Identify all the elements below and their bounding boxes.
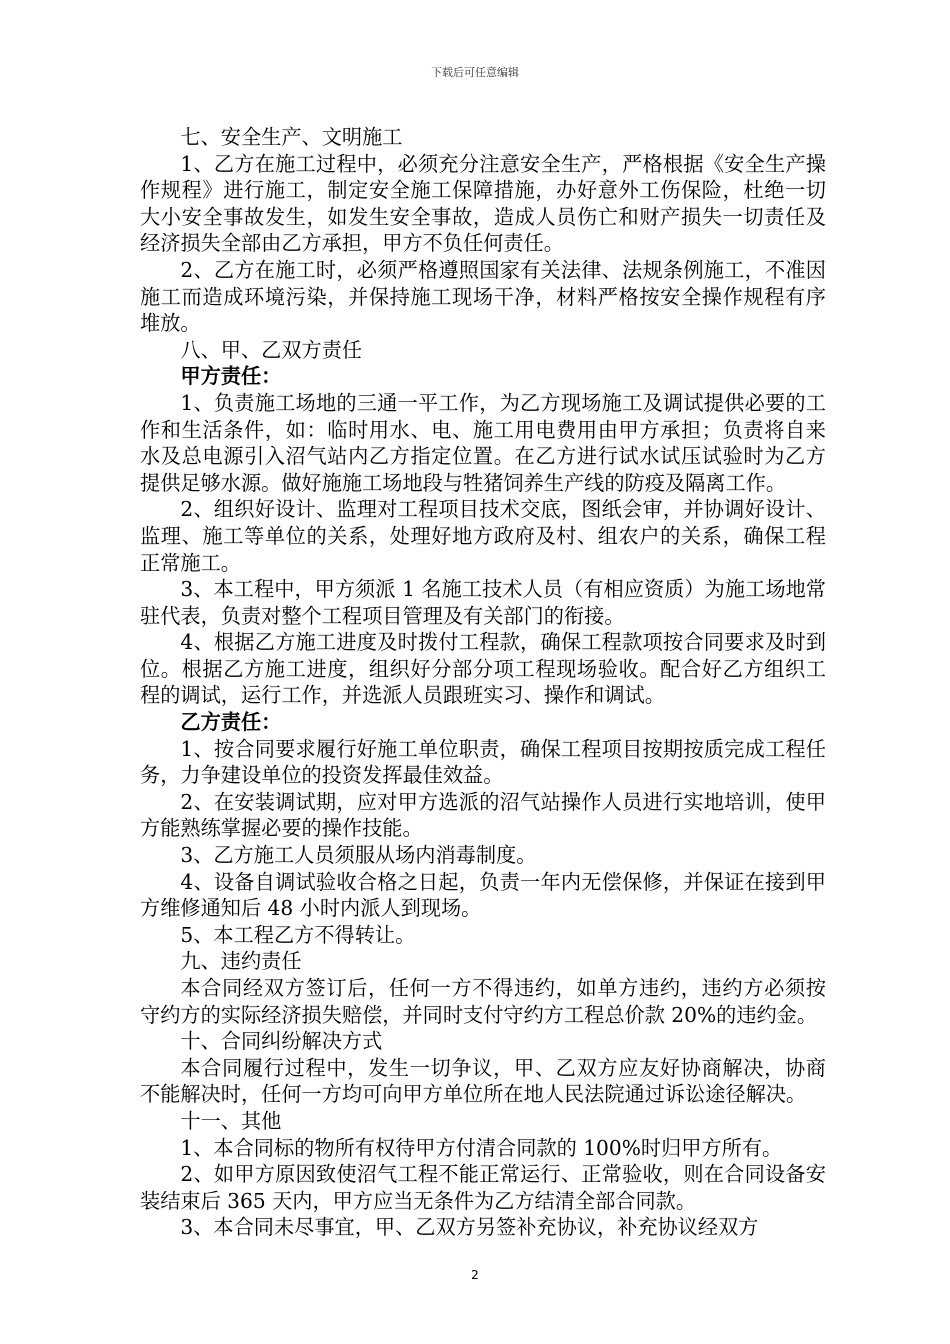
page-number: 2 bbox=[471, 1268, 479, 1282]
section-heading-10: 十、合同纠纷解决方式 bbox=[180, 1029, 383, 1054]
paragraph-other-1: 1、本合同标的物所有权待甲方付清合同款的 100%时归甲方所有。 bbox=[180, 1135, 783, 1160]
paragraph-party-a-3: 3、本工程中，甲方须派 1 名施工技术人员（有相应资质）为施工场地常驻代表，负责对整个工程项目管理及有关部门的衔接。 bbox=[140, 577, 826, 628]
paragraph-other-2: 2、如甲方原因致使沼气工程不能正常运行、正常验收，则在合同设备安装结束后 365 天内，甲方应当无条件为乙方结清全部合同款。 bbox=[140, 1162, 826, 1213]
party-a-heading: 甲方责任： bbox=[180, 364, 282, 389]
paragraph-party-a-2: 2、组织好设计、监理对工程项目技术交底，图纸会审，并协调好设计、监理、施工等单位的关系，处理好地方政府及村、组农户的关系，确保工程正常施工。 bbox=[140, 497, 826, 575]
paragraph-other-3: 3、本合同未尽事宜，甲、乙双方另签补充协议，补充协议经双方 bbox=[180, 1215, 759, 1240]
paragraph-breach: 本合同经双方签订后，任何一方不得违约，如单方违约，违约方必须按守约方的实际经济损失赔偿，并同时支付守约方工程总价款 20%的违约金。 bbox=[140, 976, 826, 1027]
party-b-heading: 乙方责任： bbox=[180, 710, 282, 735]
paragraph-party-b-3: 3、乙方施工人员须服从场内消毒制度。 bbox=[180, 843, 537, 868]
paragraph-safety-2: 2、乙方在施工时，必须严格遵照国家有关法律、法规条例施工，不准因施工而造成环境污染，并保持施工现场干净，材料严格按安全操作规程有序堆放。 bbox=[140, 257, 826, 336]
section-heading-11: 十一、其他 bbox=[180, 1108, 282, 1133]
paragraph-party-b-4: 4、设备自调试验收合格之日起，负责一年内无偿保修，并保证在接到甲方维修通知后 48 小时内派人到现场。 bbox=[140, 869, 826, 921]
paragraph-dispute: 本合同履行过程中，发生一切争议，甲、乙双方应友好协商解决，协商不能解决时，任何一方均可向甲方单位所在地人民法院通过诉讼途径解决。 bbox=[140, 1055, 826, 1107]
section-heading-7: 七、安全生产、文明施工 bbox=[180, 125, 403, 149]
paragraph-party-b-2: 2、在安装调试期，应对甲方选派的沼气站操作人员进行实地培训，使甲方能熟练掌握必要的操作技能。 bbox=[140, 789, 826, 841]
paragraph-party-a-4: 4、根据乙方施工进度及时拨付工程款，确保工程款项按合同要求及时到位。根据乙方施工进度，组织好分部分项工程现场验收。配合好乙方组织工程的调试，运行工作，并选派人员跟班实习、操作和调试。 bbox=[140, 630, 826, 708]
paragraph-safety-1: 1、乙方在施工过程中，必须充分注意安全生产，严格根据《安全生产操作规程》进行施工，制定安全施工保障措施，办好意外工伤保险，杜绝一切大小安全事故发生，如发生安全事故，造成人员伤亡和财产损失一切责任及经济损失全部由乙方承担，甲方不负任何责任。 bbox=[140, 151, 826, 256]
paragraph-party-b-5: 5、本工程乙方不得转让。 bbox=[180, 922, 416, 947]
paragraph-party-b-1: 1、按合同要求履行好施工单位职责，确保工程项目按期按质完成工程任务，力争建设单位的投资发挥最佳效益。 bbox=[140, 736, 826, 788]
section-heading-8: 八、甲、乙双方责任 bbox=[180, 337, 363, 362]
document-body bbox=[140, 124, 826, 1241]
paragraph-party-a-1: 1、负责施工场地的三通一平工作，为乙方现场施工及调试提供必要的工作和生活条件，如：临时用水、电、施工用电费用由甲方承担；负责将自来水及总电源引入沼气站内乙方指定位置。在乙方进行试水试压试验时为乙方提供足够水源。做好施施工场地段与牲猪饲养生产线的防疫及隔离工作。 bbox=[140, 390, 826, 495]
page-header: 下载后可任意编辑 bbox=[431, 66, 519, 79]
section-heading-9: 九、违约责任 bbox=[180, 949, 302, 974]
